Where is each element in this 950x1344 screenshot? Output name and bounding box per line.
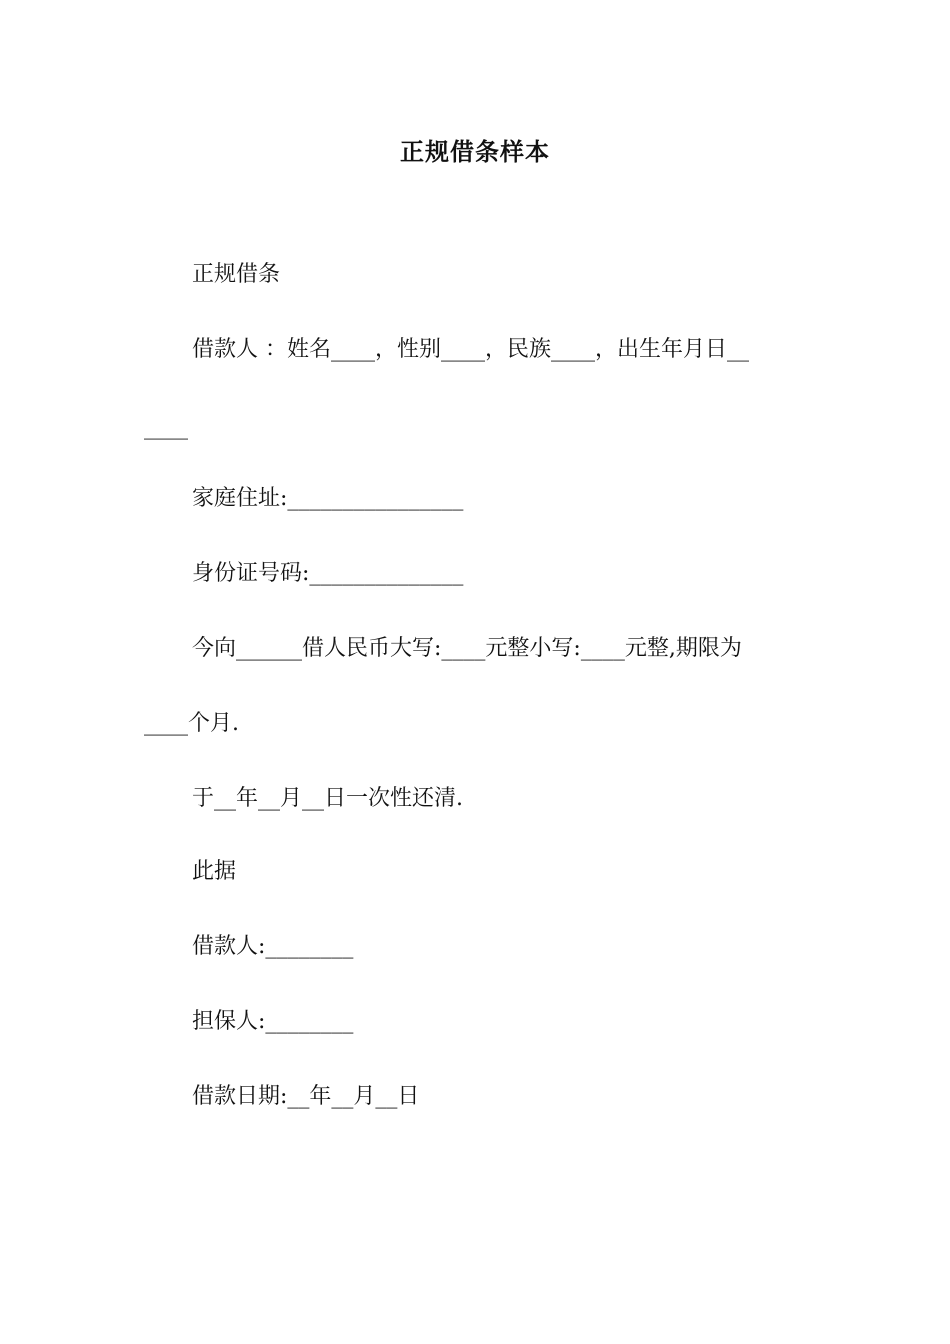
home-address-line: 家庭住址:________________	[192, 486, 464, 511]
birthdate-continuation-line: ____	[144, 415, 188, 440]
loan-amount-line: 今向______借人民币大写:____元整小写:____元整,期限为	[192, 636, 742, 661]
loan-date-line: 借款日期:__年__月__日	[192, 1084, 420, 1109]
borrower-info-line: 借款人 ：姓名____，性别____，民族____，出生年月日__	[192, 337, 749, 362]
heading-line: 正规借条	[192, 262, 281, 287]
document-title: 正规借条样本	[400, 137, 550, 166]
guarantor-signature-line: 担保人:________	[192, 1009, 354, 1034]
repayment-date-line: 于__年__月__日一次性还清.	[192, 786, 463, 811]
borrower-signature-line: 借款人:________	[192, 934, 354, 959]
loan-term-line: ____个月.	[144, 711, 239, 736]
id-number-line: 身份证号码:______________	[192, 561, 464, 586]
proof-statement-line: 此据	[192, 859, 237, 884]
